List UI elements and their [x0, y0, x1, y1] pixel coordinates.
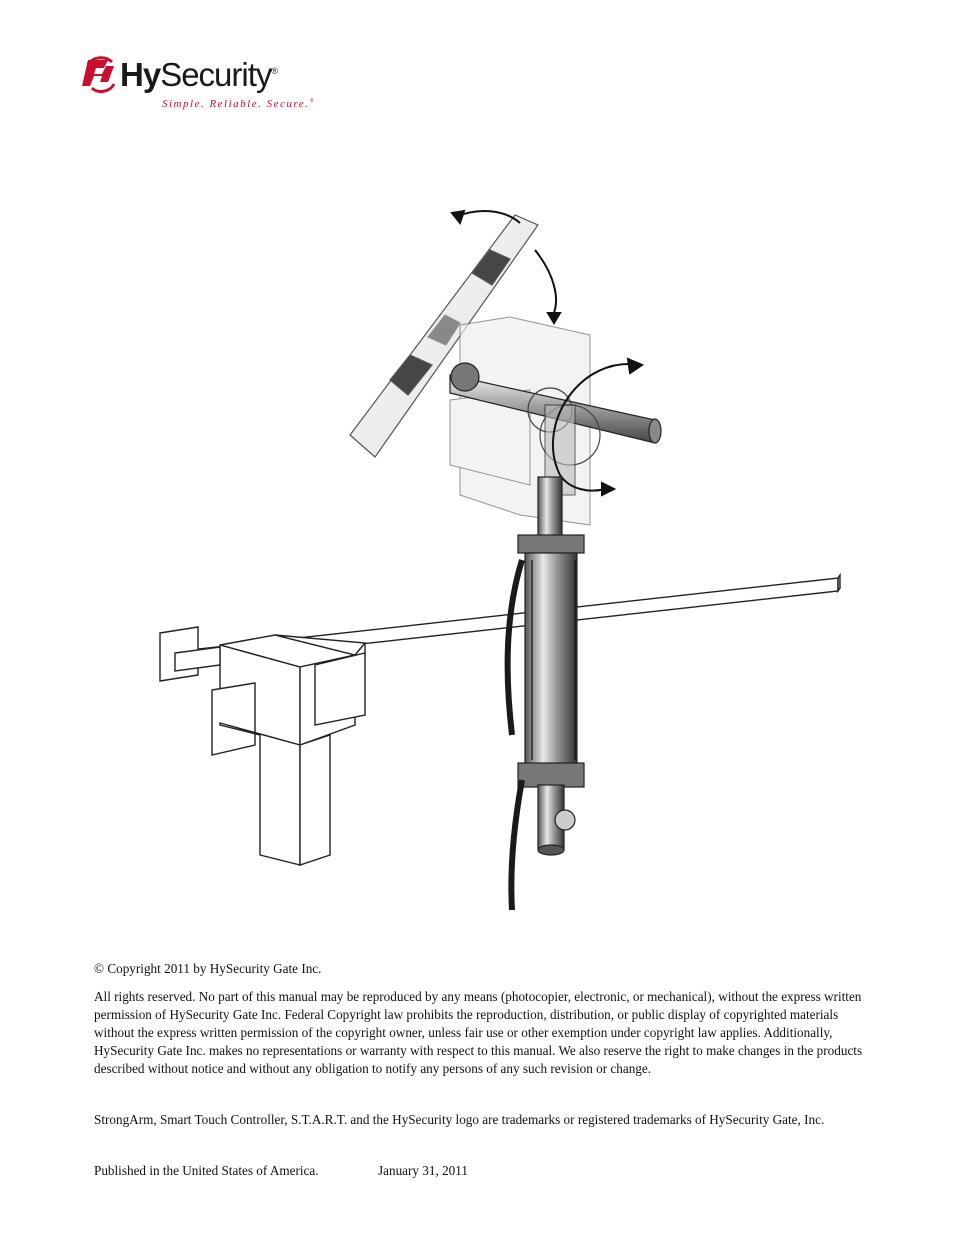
operator-cabinet — [160, 627, 365, 865]
published-date: January 31, 2011 — [378, 1163, 468, 1178]
rights-reserved-paragraph: All rights reserved. No part of this manual may be reproduced by any means (photocopier, electronic, or mechanical), without the express written permission of HySecurity Gate Inc. Federal Copyright law prohibits the reproduction, distribution, or public display of copyrighted materials without the express written permission of the copyright owner, unless fair use or other exemption under copyright law applies. Additionally, HySecurity Gate Inc. makes no representations or warranty with respect to this manual. We also reserve the right to make changes in the products described without notice and without any obligation to notify any persons of any such revision or change. — [94, 989, 863, 1076]
published-location: Published in the United States of America. — [94, 1163, 319, 1178]
logo-tagline: Simple. Reliable. Secure.® — [162, 98, 316, 110]
hydraulic-hose — [508, 560, 522, 910]
hydraulic-cylinder — [518, 477, 584, 855]
hysecurity-emblem-icon — [82, 56, 118, 96]
barrier-arm-hydraulic-operator-icon — [150, 195, 850, 915]
logo-wordmark: HySecurity® — [120, 56, 278, 93]
publication-info — [94, 1162, 864, 1180]
hysecurity-logo — [82, 52, 316, 116]
copyright-notice: © Copyright 2011 by HySecurity Gate Inc. — [94, 961, 322, 976]
trademarks-notice: StrongArm, Smart Touch Controller, S.T.A.R.T. and the HySecurity logo are trademarks or registered trademarks of HySecurity Gate, Inc. — [94, 1112, 825, 1127]
